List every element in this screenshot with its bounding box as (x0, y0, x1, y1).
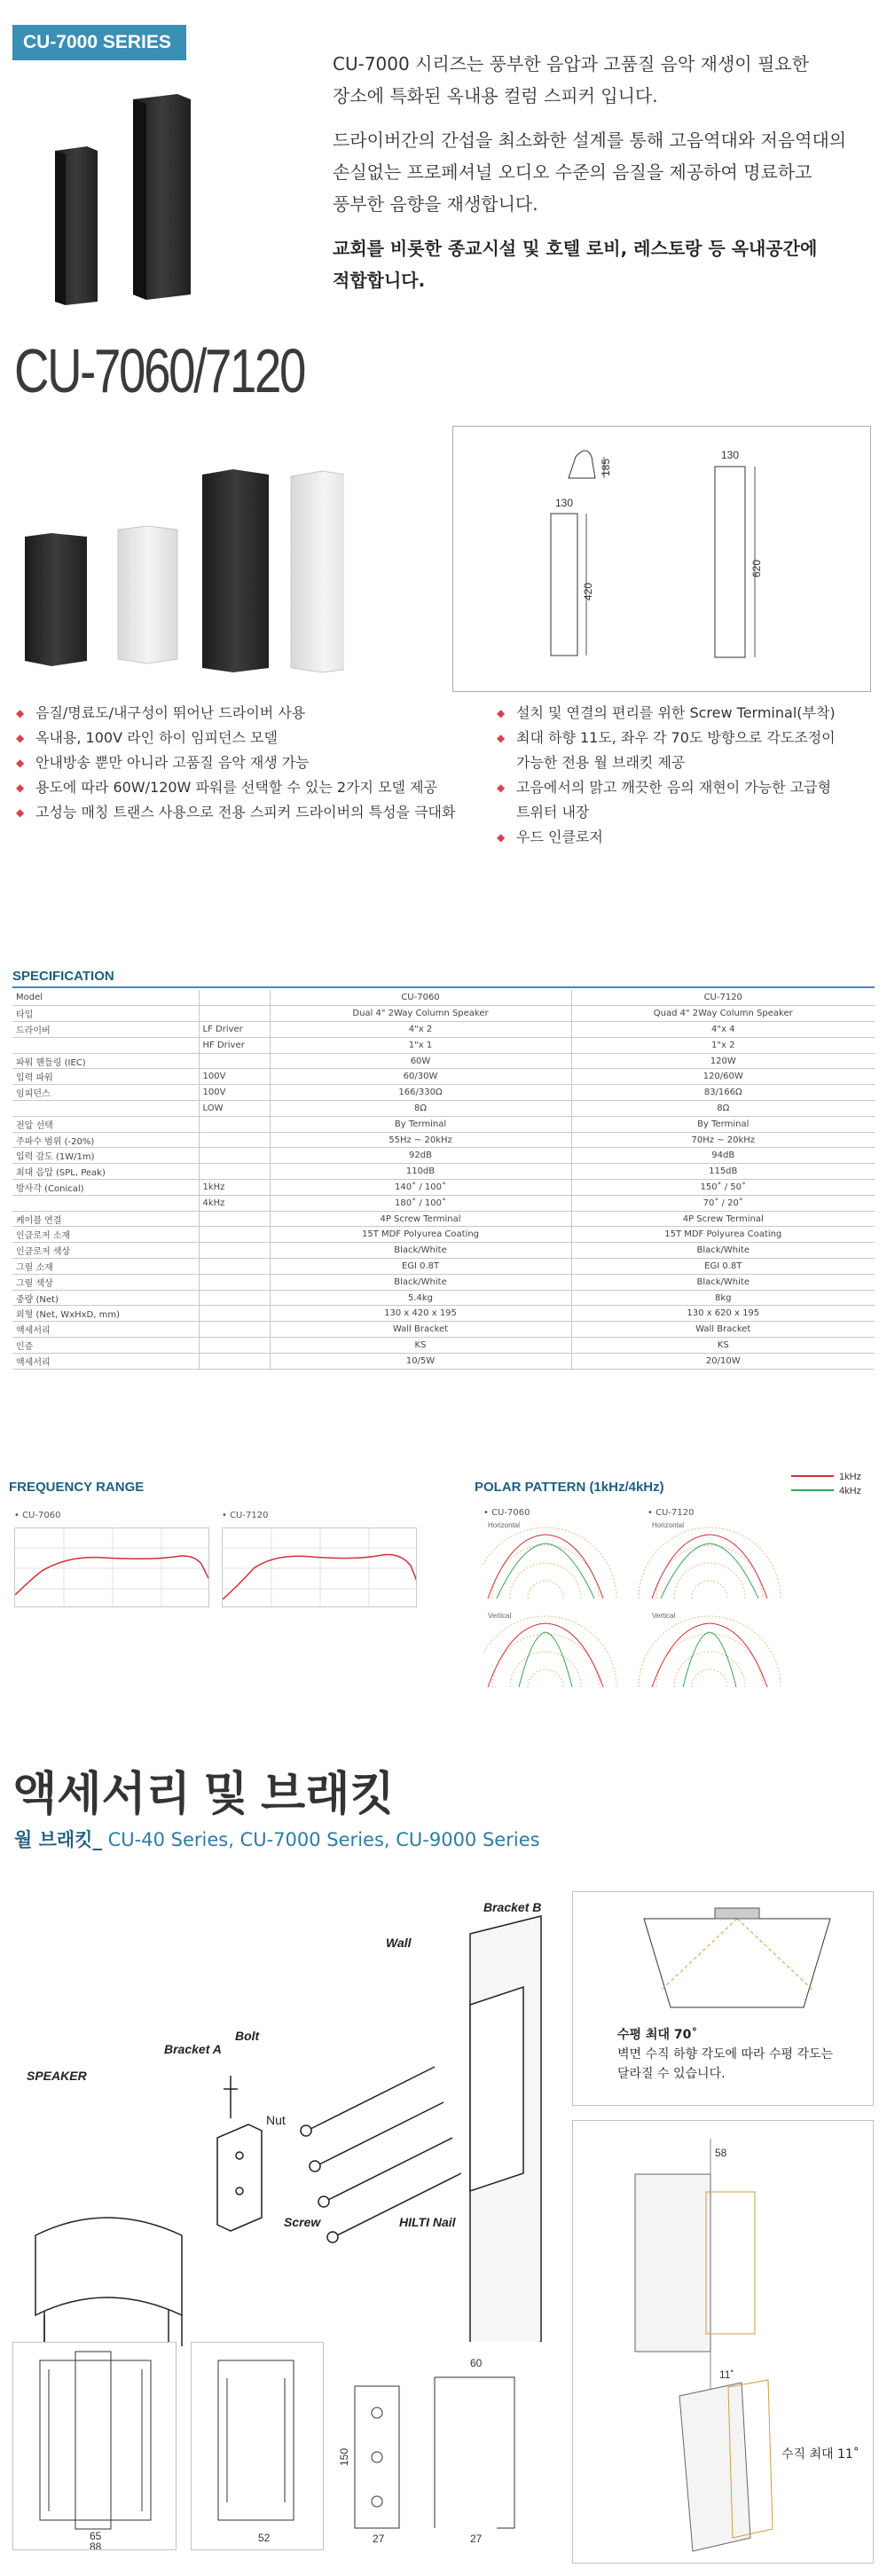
feature-item: ◆ 안내방송 뿐만 아니라 고품질 음악 재생 가능 (16, 750, 459, 775)
spec-cell: 5.4kg (270, 1290, 571, 1306)
feature-item: ◆ 고음에서의 맑고 깨끗한 음의 재현이 가능한 고급형 (497, 775, 878, 800)
polar-plot (483, 1616, 616, 1687)
spec-cell: By Terminal (270, 1116, 571, 1132)
spec-cell: 120/60W (571, 1069, 875, 1085)
spec-row (12, 1164, 875, 1180)
freq-label-b: • CU-7120 (222, 1511, 269, 1520)
svg-text:수직 최대 11˚: 수직 최대 11˚ (781, 2447, 860, 2462)
svg-text:150: 150 (338, 2447, 350, 2466)
spec-cell: By Terminal (571, 1116, 875, 1132)
polar-label-b: • CU-7120 (648, 1508, 695, 1518)
svg-text:130: 130 (721, 449, 740, 461)
bracket-b-drawing (337, 2342, 546, 2550)
svg-text:Screw: Screw (284, 2215, 321, 2229)
spec-table (12, 990, 875, 1370)
spec-cell (12, 1037, 199, 1053)
svg-text:88: 88 (90, 2541, 102, 2550)
spec-cell: 1"x 1 (270, 1037, 571, 1053)
spec-cell: HF Driver (199, 1037, 270, 1053)
svg-text:65: 65 (90, 2530, 102, 2542)
svg-text:Vertical: Vertical (652, 1612, 676, 1620)
spec-row (12, 1053, 875, 1069)
spec-cell: 4P Screw Terminal (571, 1211, 875, 1227)
svg-text:Wall: Wall (386, 1936, 412, 1950)
svg-text:420: 420 (582, 582, 594, 601)
spec-cell: 그릴 소재 (12, 1259, 199, 1275)
spec-cell: 115dB (571, 1164, 875, 1180)
spec-cell (199, 1211, 270, 1227)
freq-label-a: • CU-7060 (14, 1511, 61, 1520)
svg-text:4kHz: 4kHz (839, 1486, 862, 1496)
spec-row (12, 1338, 875, 1354)
svg-text:Nut: Nut (266, 2113, 286, 2127)
spec-cell: 임피던스 (12, 1085, 199, 1101)
spec-cell: Black/White (571, 1243, 875, 1259)
spec-row (12, 1037, 875, 1053)
vertical-angle-box (572, 2120, 874, 2564)
spec-cell (199, 1227, 270, 1243)
spec-cell (199, 1243, 270, 1259)
spec-cell: Model (12, 990, 199, 1006)
svg-text:1kHz: 1kHz (839, 1472, 862, 1482)
feature-list-right (497, 701, 878, 850)
spec-row (12, 1069, 875, 1085)
spec-cell: 83/166Ω (571, 1085, 875, 1101)
spec-cell: 8Ω (571, 1101, 875, 1117)
spec-cell: 100V (199, 1085, 270, 1101)
feature-item: ◆ 우드 인클로저 (497, 825, 878, 850)
spec-cell: 15T MDF Polyurea Coating (270, 1227, 571, 1243)
polar-legend (789, 1469, 878, 1501)
spec-row (12, 1259, 875, 1275)
feature-item: ◆ 용도에 따라 60W/120W 파워를 선택할 수 있는 2가지 모델 제공 (16, 775, 459, 800)
spec-row (12, 1022, 875, 1038)
spec-cell: Black/White (270, 1243, 571, 1259)
spec-cell: 중량 (Net) (12, 1290, 199, 1306)
feature-item: 트위터 내장 (516, 804, 590, 821)
feature-item: ◆ 옥내용, 100V 라인 하이 임피던스 모델 (16, 726, 459, 750)
svg-text:Bolt: Bolt (235, 2029, 260, 2043)
feature-item: ◆ 고성능 매칭 트랜스 사용으로 전용 스피커 드라이버의 특성을 극대화 (16, 800, 459, 825)
spec-row (12, 1132, 875, 1148)
spec-cell: 최대 음압 (SPL, Peak) (12, 1164, 199, 1180)
spec-cell: 4kHz (199, 1195, 270, 1211)
spec-cell: 외형 (Net, WxHxD, mm) (12, 1306, 199, 1322)
spec-cell: 94dB (571, 1148, 875, 1164)
spec-row (12, 1322, 875, 1338)
svg-text:Horizontal: Horizontal (652, 1521, 685, 1529)
spec-cell: EGI 0.8T (270, 1259, 571, 1275)
spec-cell: 180˚ / 100˚ (270, 1195, 571, 1211)
spec-cell: KS (270, 1338, 571, 1354)
svg-text:58: 58 (715, 2147, 727, 2159)
svg-text:52: 52 (258, 2532, 271, 2544)
spec-cell: 타입 (12, 1006, 199, 1022)
spec-cell: 130 x 620 x 195 (571, 1306, 875, 1322)
spec-cell: 10/5W (270, 1353, 571, 1369)
spec-cell: 70Hz ~ 20kHz (571, 1132, 875, 1148)
spec-cell: Dual 4" 2Way Column Speaker (270, 1006, 571, 1022)
spec-cell: 인증 (12, 1338, 199, 1354)
spec-divider (12, 986, 875, 988)
spec-cell: 4"x 2 (270, 1022, 571, 1038)
spec-cell: 방사각 (Conical) (12, 1180, 199, 1196)
spec-cell (199, 1116, 270, 1132)
bracket-side-drawing (191, 2342, 324, 2550)
spec-cell: 인클로저 소재 (12, 1227, 199, 1243)
horizontal-angle-box: 수평 최대 70˚ 벽면 수직 하향 각도에 따라 수평 각도는 달라질 수 있습니다. (572, 1891, 874, 2106)
spec-cell: 60W (270, 1053, 571, 1069)
spec-cell (199, 1290, 270, 1306)
spec-cell: KS (571, 1338, 875, 1354)
freq-title: FREQUENCY RANGE (9, 1480, 145, 1495)
spec-cell: 1"x 2 (571, 1037, 875, 1053)
spec-row (12, 1306, 875, 1322)
spec-cell: 130 x 420 x 195 (270, 1306, 571, 1322)
polar-plot (483, 1528, 616, 1598)
accessory-title: 액세서리 및 브래킷 (12, 1769, 395, 1820)
spec-cell: 100V (199, 1069, 270, 1085)
spec-row (12, 1353, 875, 1369)
dimension-drawing (452, 426, 871, 692)
feature-item: ◆ 최대 하향 11도, 좌우 각 70도 방향으로 각도조정이 (497, 726, 878, 750)
spec-row (12, 1211, 875, 1227)
spec-cell (199, 1306, 270, 1322)
spec-cell: 파워 핸들링 (IEC) (12, 1053, 199, 1069)
svg-text:185: 185 (600, 458, 612, 476)
svg-text:Bracket A: Bracket A (164, 2042, 222, 2056)
feature-list-left (16, 701, 459, 825)
bracket-exploded-drawing (9, 1898, 568, 2351)
spec-row (12, 1227, 875, 1243)
spec-cell: 입력 파워 (12, 1069, 199, 1085)
polar-plot (639, 1528, 781, 1598)
freq-graph-a (14, 1528, 209, 1607)
spec-cell (199, 1164, 270, 1180)
polar-label-a: • CU-7060 (483, 1508, 530, 1518)
spec-cell: 인클로저 색상 (12, 1243, 199, 1259)
spec-cell: 4"x 4 (571, 1022, 875, 1038)
spec-cell: Wall Bracket (270, 1322, 571, 1338)
spec-cell (12, 1101, 199, 1117)
spec-cell: Quad 4" 2Way Column Speaker (571, 1006, 875, 1022)
spec-cell (12, 1195, 199, 1211)
bracket-front-drawing (12, 2342, 177, 2550)
feature-item: 가능한 전용 월 브래킷 제공 (516, 754, 686, 771)
spec-cell: CU-7120 (571, 990, 875, 1006)
spec-cell: 주파수 범위 (-20%) (12, 1132, 199, 1148)
spec-cell: 55Hz ~ 20kHz (270, 1132, 571, 1148)
svg-text:SPEAKER: SPEAKER (27, 2069, 87, 2083)
spec-cell: Wall Bracket (571, 1322, 875, 1338)
spec-cell (199, 1274, 270, 1290)
feature-item: ◆ 음질/명료도/내구성이 뛰어난 드라이버 사용 (16, 701, 459, 726)
spec-cell: 8kg (571, 1290, 875, 1306)
spec-cell: CU-7060 (270, 990, 571, 1006)
spec-cell: Black/White (571, 1274, 875, 1290)
spec-cell: 60/30W (270, 1069, 571, 1085)
spec-row (12, 1290, 875, 1306)
svg-text:Horizontal: Horizontal (488, 1521, 521, 1529)
spec-cell: 그릴 색상 (12, 1274, 199, 1290)
spec-cell: 166/330Ω (270, 1085, 571, 1101)
spec-cell: 전압 선택 (12, 1116, 199, 1132)
spec-row (12, 1148, 875, 1164)
svg-text:620: 620 (750, 559, 763, 577)
spec-row (12, 1274, 875, 1290)
spec-cell: LOW (199, 1101, 270, 1117)
spec-cell: 92dB (270, 1148, 571, 1164)
spec-cell (199, 1259, 270, 1275)
svg-text:Bracket B: Bracket B (483, 1900, 542, 1914)
product-lineup-image (16, 466, 344, 674)
spec-row (12, 1101, 875, 1117)
model-title: CU-7060/7120 (14, 336, 305, 405)
spec-cell (199, 1006, 270, 1022)
spec-title: SPECIFICATION (12, 969, 114, 984)
spec-cell: 110dB (270, 1164, 571, 1180)
spec-row (12, 1116, 875, 1132)
spec-cell: LF Driver (199, 1022, 270, 1038)
spec-cell: 액세서리 (12, 1322, 199, 1338)
spec-cell: 드라이버 (12, 1022, 199, 1038)
spec-cell (199, 990, 270, 1006)
spec-cell (199, 1353, 270, 1369)
product-image-pair (44, 89, 231, 310)
spec-cell: 액세서리 (12, 1353, 199, 1369)
svg-text:27: 27 (470, 2533, 483, 2545)
accessory-subtitle: 월 브래킷_ CU-40 Series, CU-7000 Series, CU-9000 Series (14, 1829, 540, 1850)
polar-title: POLAR PATTERN (1kHz/4kHz) (475, 1480, 664, 1495)
feature-item: ◆ 설치 및 연결의 편리를 위한 Screw Terminal(부착) (497, 701, 878, 726)
svg-text:HILTI Nail: HILTI Nail (399, 2215, 456, 2229)
spec-cell: 케이블 연결 (12, 1211, 199, 1227)
spec-row (12, 1243, 875, 1259)
svg-text:Vertical: Vertical (488, 1612, 512, 1620)
spec-cell (199, 1132, 270, 1148)
spec-cell: 입력 감도 (1W/1m) (12, 1148, 199, 1164)
spec-cell: 8Ω (270, 1101, 571, 1117)
spec-cell (199, 1053, 270, 1069)
spec-cell: EGI 0.8T (571, 1259, 875, 1275)
spec-cell: 70˚ / 20˚ (571, 1195, 875, 1211)
spec-cell: 15T MDF Polyurea Coating (571, 1227, 875, 1243)
spec-cell: 4P Screw Terminal (270, 1211, 571, 1227)
spec-cell: 1kHz (199, 1180, 270, 1196)
polar-plot (639, 1616, 781, 1687)
svg-text:60: 60 (470, 2357, 483, 2369)
spec-cell (199, 1338, 270, 1354)
spec-row (12, 1006, 875, 1022)
freq-graph-b (222, 1528, 417, 1607)
series-tag: CU-7000 SERIES (12, 25, 186, 60)
spec-cell: 140˚ / 100˚ (270, 1180, 571, 1196)
spec-row (12, 1085, 875, 1101)
spec-cell: Black/White (270, 1274, 571, 1290)
svg-text:130: 130 (555, 497, 574, 509)
polar-graphs (483, 1519, 874, 1705)
spec-cell: 20/10W (571, 1353, 875, 1369)
spec-row (12, 1180, 875, 1196)
spec-row (12, 1195, 875, 1211)
spec-cell (199, 1148, 270, 1164)
svg-text:27: 27 (373, 2533, 385, 2545)
spec-cell: 150˚ / 50˚ (571, 1180, 875, 1196)
spec-cell (199, 1322, 270, 1338)
spec-cell: 120W (571, 1053, 875, 1069)
svg-text:11˚: 11˚ (719, 2368, 734, 2381)
spec-row (12, 990, 875, 1006)
intro-text: CU-7000 시리즈는 풍부한 음압과 고품질 음악 재생이 필요한 장소에 특화된 옥내용 컬럼 스피커 입니다. 드라이버간의 간섭을 최소화한 설계를 통해 고음역대와 저음역대의 손실없는 프로페셔널 오디오 수준의 음질을 제공하여 명료하고 풍부한 음향을 재생합니다. 교회를 비롯한 종교시설 및 호텔 로비, 레스토랑 등 옥내공간에 적합합니다. (333, 53, 847, 291)
